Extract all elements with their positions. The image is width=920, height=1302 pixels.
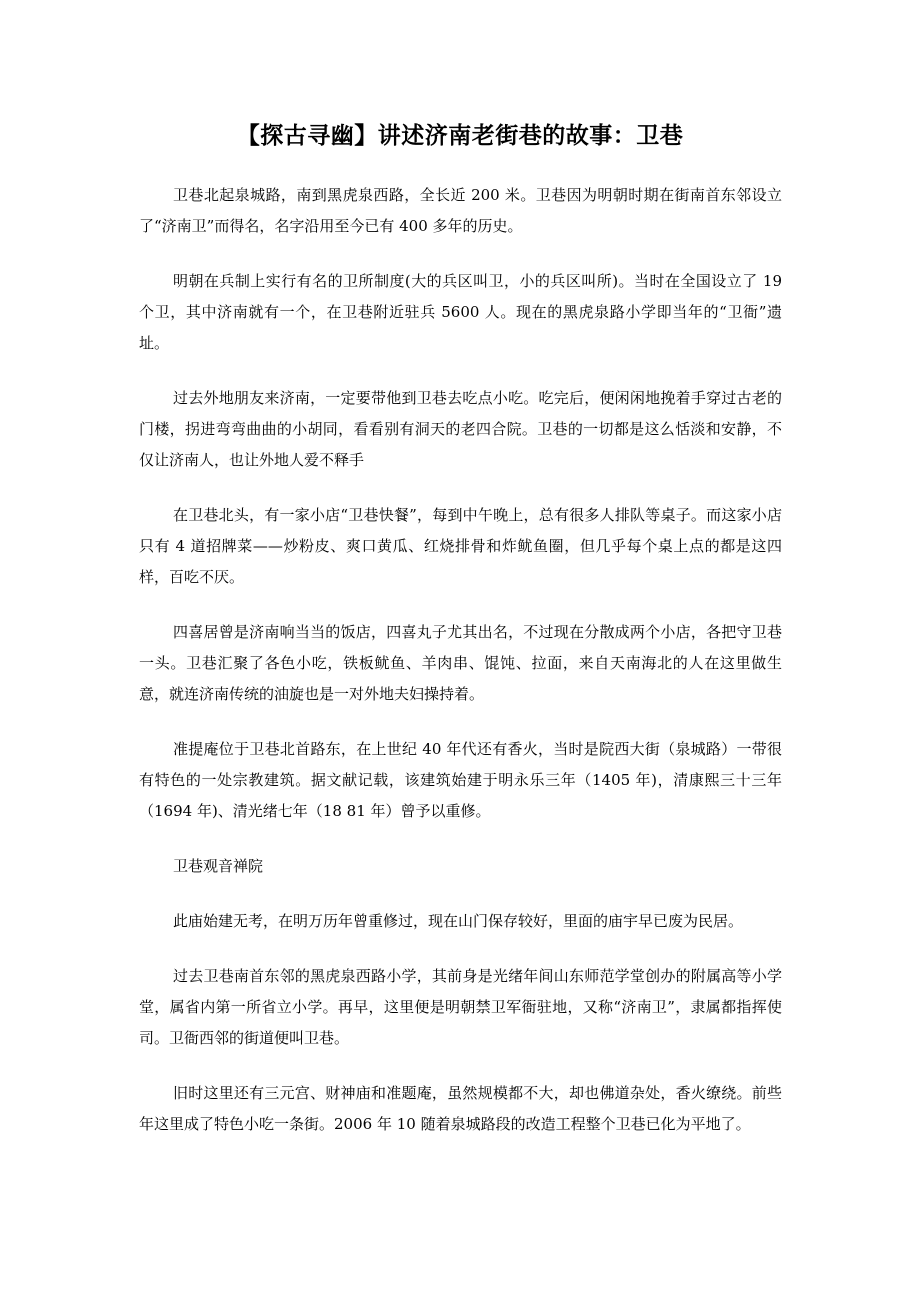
paragraph: 过去卫巷南首东邻的黑虎泉西路小学，其前身是光绪年间山东师范学堂创办的附属高等小学堂，属省内第一所省立小学。再早，这里便是明朝禁卫军衙驻地，又称“济南卫”，隶属都指挥使司。卫衙西邻的街道便叫卫巷。: [139, 967, 782, 1047]
paragraph: 在卫巷北头，有一家小店“卫巷快餐”，每到中午晚上，总有很多人排队等桌子。而这家小店只有 4 道招牌菜——炒粉皮、爽口黄瓜、红烧排骨和炸鱿鱼圈，但几乎每个桌上点的都是这四样，百吃不厌。: [139, 506, 782, 586]
paragraph: 过去外地朋友来济南，一定要带他到卫巷去吃点小吃。吃完后，便闲闲地挽着手穿过古老的门楼，拐进弯弯曲曲的小胡同，看看别有洞天的老四合院。卫巷的一切都是这么恬淡和安静，不仅让济南人，也让外地人爱不释手: [139, 389, 782, 469]
paragraph: 准提庵位于卫巷北首路东，在上世纪 40 年代还有香火，当时是院西大街（泉城路）一带很有特色的一处宗教建筑。据文献记载，该建筑始建于明永乐三年（1405 年)，清康熙三十三年（1694 年)、清光绪七年（18 81 年）曾予以重修。: [139, 740, 782, 820]
paragraph: 卫巷北起泉城路，南到黑虎泉西路，全长近 200 米。卫巷因为明朝时期在街南首东邻设立了“济南卫”而得名，名字沿用至今已有 400 多年的历史。: [139, 186, 782, 235]
paragraph: 四喜居曾是济南响当当的饭店，四喜丸子尤其出名，不过现在分散成两个小店，各把守卫巷一头。卫巷汇聚了各色小吃，铁板鱿鱼、羊肉串、馄饨、拉面，来自天南海北的人在这里做生意，就连济南传统的油旋也是一对外地夫妇操持着。: [139, 623, 782, 703]
article-body: [139, 180, 782, 1164]
paragraph: 此庙始建无考，在明万历年曾重修过，现在山门保存较好，里面的庙宇早已废为民居。: [173, 912, 744, 930]
paragraph: 旧时这里还有三元宫、财神庙和准题庵，虽然规模都不大，却也佛道杂处，香火缭绕。前些年这里成了特色小吃一条街。2006 年 10 随着泉城路段的改造工程整个卫巷已化为平地了。: [139, 1084, 782, 1133]
section-heading: 卫巷观音禅院: [173, 857, 264, 875]
paragraph: 明朝在兵制上实行有名的卫所制度(大的兵区叫卫，小的兵区叫所)。当时在全国设立了 19 个卫，其中济南就有一个，在卫巷附近驻兵 5600 人。现在的黑虎泉路小学即当年的“卫衙”遗址。: [139, 272, 782, 352]
page-title: 【探古寻幽】讲述济南老街巷的故事：卫巷: [236, 123, 684, 149]
